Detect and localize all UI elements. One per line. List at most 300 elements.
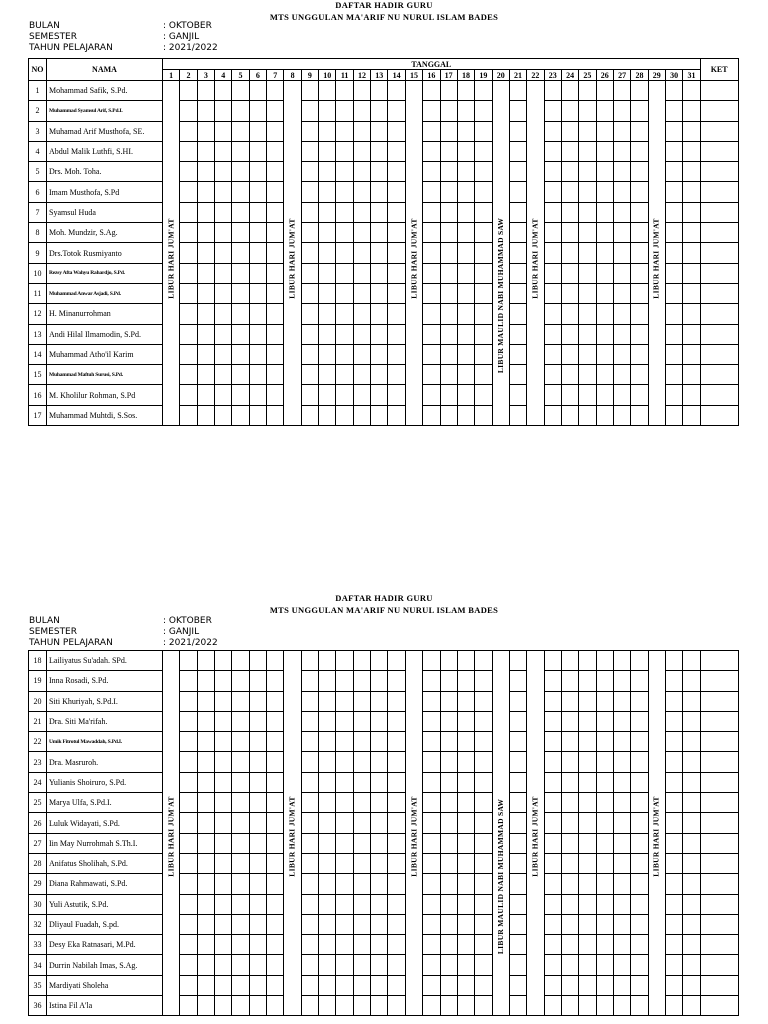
attendance-cell[interactable] (301, 975, 318, 995)
attendance-cell[interactable] (353, 772, 370, 792)
attendance-cell[interactable] (215, 975, 232, 995)
attendance-cell[interactable] (388, 772, 405, 792)
attendance-cell[interactable] (301, 996, 318, 1016)
attendance-cell[interactable] (440, 324, 457, 344)
attendance-cell[interactable] (509, 691, 526, 711)
attendance-cell[interactable] (423, 223, 440, 243)
attendance-cell[interactable] (475, 405, 492, 425)
ket-cell[interactable] (700, 344, 738, 364)
attendance-cell[interactable] (215, 894, 232, 914)
attendance-cell[interactable] (353, 651, 370, 671)
attendance-cell[interactable] (267, 772, 284, 792)
attendance-cell[interactable] (353, 141, 370, 161)
attendance-cell[interactable] (319, 182, 336, 202)
attendance-cell[interactable] (509, 772, 526, 792)
attendance-cell[interactable] (267, 711, 284, 731)
attendance-cell[interactable] (631, 182, 648, 202)
attendance-cell[interactable] (249, 975, 266, 995)
attendance-cell[interactable] (336, 304, 353, 324)
attendance-cell[interactable] (353, 101, 370, 121)
attendance-cell[interactable] (197, 691, 214, 711)
attendance-cell[interactable] (613, 263, 630, 283)
attendance-cell[interactable] (301, 365, 318, 385)
attendance-cell[interactable] (336, 223, 353, 243)
ket-cell[interactable] (700, 121, 738, 141)
attendance-cell[interactable] (336, 996, 353, 1016)
attendance-cell[interactable] (215, 691, 232, 711)
attendance-cell[interactable] (180, 813, 197, 833)
attendance-cell[interactable] (180, 752, 197, 772)
attendance-cell[interactable] (665, 874, 682, 894)
attendance-cell[interactable] (579, 732, 596, 752)
attendance-cell[interactable] (544, 283, 561, 303)
attendance-cell[interactable] (180, 772, 197, 792)
attendance-cell[interactable] (319, 121, 336, 141)
attendance-cell[interactable] (249, 732, 266, 752)
attendance-cell[interactable] (301, 344, 318, 364)
attendance-cell[interactable] (475, 365, 492, 385)
attendance-cell[interactable] (596, 202, 613, 222)
attendance-cell[interactable] (596, 182, 613, 202)
attendance-cell[interactable] (232, 243, 249, 263)
attendance-cell[interactable] (388, 223, 405, 243)
attendance-cell[interactable] (388, 833, 405, 853)
attendance-cell[interactable] (267, 691, 284, 711)
attendance-cell[interactable] (475, 772, 492, 792)
attendance-cell[interactable] (440, 975, 457, 995)
attendance-cell[interactable] (301, 671, 318, 691)
attendance-cell[interactable] (371, 914, 388, 934)
attendance-cell[interactable] (371, 711, 388, 731)
attendance-cell[interactable] (371, 935, 388, 955)
attendance-cell[interactable] (631, 711, 648, 731)
attendance-cell[interactable] (197, 365, 214, 385)
ket-cell[interactable] (700, 405, 738, 425)
attendance-cell[interactable] (371, 202, 388, 222)
attendance-cell[interactable] (544, 263, 561, 283)
attendance-cell[interactable] (457, 283, 474, 303)
attendance-cell[interactable] (371, 243, 388, 263)
attendance-cell[interactable] (319, 202, 336, 222)
attendance-cell[interactable] (544, 121, 561, 141)
attendance-cell[interactable] (613, 833, 630, 853)
attendance-cell[interactable] (215, 81, 232, 101)
attendance-cell[interactable] (613, 935, 630, 955)
attendance-cell[interactable] (561, 975, 578, 995)
ket-cell[interactable] (700, 223, 738, 243)
attendance-cell[interactable] (631, 732, 648, 752)
attendance-cell[interactable] (249, 772, 266, 792)
attendance-cell[interactable] (613, 81, 630, 101)
attendance-cell[interactable] (319, 691, 336, 711)
attendance-cell[interactable] (197, 853, 214, 873)
attendance-cell[interactable] (388, 101, 405, 121)
attendance-cell[interactable] (267, 405, 284, 425)
attendance-cell[interactable] (665, 813, 682, 833)
attendance-cell[interactable] (319, 874, 336, 894)
attendance-cell[interactable] (215, 711, 232, 731)
attendance-cell[interactable] (197, 711, 214, 731)
attendance-cell[interactable] (232, 793, 249, 813)
attendance-cell[interactable] (197, 81, 214, 101)
attendance-cell[interactable] (301, 202, 318, 222)
attendance-cell[interactable] (301, 935, 318, 955)
attendance-cell[interactable] (613, 874, 630, 894)
attendance-cell[interactable] (665, 935, 682, 955)
attendance-cell[interactable] (509, 833, 526, 853)
attendance-cell[interactable] (457, 81, 474, 101)
attendance-cell[interactable] (631, 101, 648, 121)
attendance-cell[interactable] (353, 283, 370, 303)
attendance-cell[interactable] (388, 752, 405, 772)
attendance-cell[interactable] (596, 955, 613, 975)
attendance-cell[interactable] (319, 141, 336, 161)
attendance-cell[interactable] (215, 101, 232, 121)
attendance-cell[interactable] (665, 894, 682, 914)
attendance-cell[interactable] (232, 101, 249, 121)
attendance-cell[interactable] (596, 365, 613, 385)
attendance-cell[interactable] (388, 243, 405, 263)
attendance-cell[interactable] (544, 955, 561, 975)
attendance-cell[interactable] (336, 833, 353, 853)
attendance-cell[interactable] (613, 324, 630, 344)
attendance-cell[interactable] (613, 121, 630, 141)
attendance-cell[interactable] (249, 365, 266, 385)
attendance-cell[interactable] (579, 243, 596, 263)
attendance-cell[interactable] (353, 752, 370, 772)
attendance-cell[interactable] (388, 365, 405, 385)
attendance-cell[interactable] (665, 263, 682, 283)
attendance-cell[interactable] (180, 691, 197, 711)
attendance-cell[interactable] (631, 671, 648, 691)
attendance-cell[interactable] (371, 121, 388, 141)
attendance-cell[interactable] (683, 263, 700, 283)
attendance-cell[interactable] (215, 243, 232, 263)
attendance-cell[interactable] (301, 304, 318, 324)
attendance-cell[interactable] (353, 874, 370, 894)
ket-cell[interactable] (700, 162, 738, 182)
attendance-cell[interactable] (423, 975, 440, 995)
attendance-cell[interactable] (232, 182, 249, 202)
attendance-cell[interactable] (579, 935, 596, 955)
attendance-cell[interactable] (440, 793, 457, 813)
attendance-cell[interactable] (631, 263, 648, 283)
attendance-cell[interactable] (301, 243, 318, 263)
attendance-cell[interactable] (180, 975, 197, 995)
attendance-cell[interactable] (596, 813, 613, 833)
attendance-cell[interactable] (215, 365, 232, 385)
attendance-cell[interactable] (336, 81, 353, 101)
attendance-cell[interactable] (440, 772, 457, 792)
attendance-cell[interactable] (267, 101, 284, 121)
attendance-cell[interactable] (665, 223, 682, 243)
attendance-cell[interactable] (475, 283, 492, 303)
attendance-cell[interactable] (336, 344, 353, 364)
attendance-cell[interactable] (544, 874, 561, 894)
attendance-cell[interactable] (301, 894, 318, 914)
attendance-cell[interactable] (423, 202, 440, 222)
attendance-cell[interactable] (596, 996, 613, 1016)
attendance-cell[interactable] (440, 671, 457, 691)
attendance-cell[interactable] (319, 304, 336, 324)
attendance-cell[interactable] (423, 833, 440, 853)
attendance-cell[interactable] (579, 182, 596, 202)
attendance-cell[interactable] (180, 651, 197, 671)
attendance-cell[interactable] (301, 853, 318, 873)
attendance-cell[interactable] (249, 121, 266, 141)
attendance-cell[interactable] (423, 405, 440, 425)
attendance-cell[interactable] (336, 752, 353, 772)
attendance-cell[interactable] (665, 304, 682, 324)
attendance-cell[interactable] (475, 935, 492, 955)
attendance-cell[interactable] (683, 671, 700, 691)
attendance-cell[interactable] (215, 304, 232, 324)
attendance-cell[interactable] (596, 263, 613, 283)
attendance-cell[interactable] (267, 243, 284, 263)
attendance-cell[interactable] (336, 141, 353, 161)
attendance-cell[interactable] (596, 162, 613, 182)
attendance-cell[interactable] (301, 81, 318, 101)
attendance-cell[interactable] (353, 793, 370, 813)
attendance-cell[interactable] (631, 651, 648, 671)
attendance-cell[interactable] (319, 81, 336, 101)
attendance-cell[interactable] (215, 671, 232, 691)
attendance-cell[interactable] (440, 894, 457, 914)
attendance-cell[interactable] (423, 101, 440, 121)
attendance-cell[interactable] (197, 405, 214, 425)
attendance-cell[interactable] (423, 853, 440, 873)
attendance-cell[interactable] (215, 324, 232, 344)
attendance-cell[interactable] (457, 833, 474, 853)
attendance-cell[interactable] (544, 935, 561, 955)
attendance-cell[interactable] (440, 405, 457, 425)
attendance-cell[interactable] (457, 101, 474, 121)
attendance-cell[interactable] (267, 894, 284, 914)
attendance-cell[interactable] (544, 691, 561, 711)
attendance-cell[interactable] (215, 405, 232, 425)
attendance-cell[interactable] (371, 955, 388, 975)
attendance-cell[interactable] (267, 671, 284, 691)
attendance-cell[interactable] (509, 853, 526, 873)
attendance-cell[interactable] (423, 691, 440, 711)
ket-cell[interactable] (700, 894, 738, 914)
attendance-cell[interactable] (267, 162, 284, 182)
attendance-cell[interactable] (232, 365, 249, 385)
attendance-cell[interactable] (215, 182, 232, 202)
attendance-cell[interactable] (232, 813, 249, 833)
attendance-cell[interactable] (475, 711, 492, 731)
attendance-cell[interactable] (197, 732, 214, 752)
attendance-cell[interactable] (544, 101, 561, 121)
attendance-cell[interactable] (579, 853, 596, 873)
attendance-cell[interactable] (180, 243, 197, 263)
attendance-cell[interactable] (544, 81, 561, 101)
attendance-cell[interactable] (232, 975, 249, 995)
attendance-cell[interactable] (631, 691, 648, 711)
attendance-cell[interactable] (683, 344, 700, 364)
attendance-cell[interactable] (440, 914, 457, 934)
attendance-cell[interactable] (596, 732, 613, 752)
attendance-cell[interactable] (475, 752, 492, 772)
attendance-cell[interactable] (267, 975, 284, 995)
attendance-cell[interactable] (475, 121, 492, 141)
attendance-cell[interactable] (509, 671, 526, 691)
attendance-cell[interactable] (301, 813, 318, 833)
attendance-cell[interactable] (544, 223, 561, 243)
attendance-cell[interactable] (336, 894, 353, 914)
attendance-cell[interactable] (561, 223, 578, 243)
attendance-cell[interactable] (249, 243, 266, 263)
attendance-cell[interactable] (301, 793, 318, 813)
attendance-cell[interactable] (665, 202, 682, 222)
attendance-cell[interactable] (319, 853, 336, 873)
attendance-cell[interactable] (561, 283, 578, 303)
attendance-cell[interactable] (440, 365, 457, 385)
attendance-cell[interactable] (613, 711, 630, 731)
attendance-cell[interactable] (371, 975, 388, 995)
attendance-cell[interactable] (544, 813, 561, 833)
attendance-cell[interactable] (596, 671, 613, 691)
attendance-cell[interactable] (457, 304, 474, 324)
attendance-cell[interactable] (267, 996, 284, 1016)
attendance-cell[interactable] (371, 162, 388, 182)
attendance-cell[interactable] (683, 324, 700, 344)
attendance-cell[interactable] (215, 874, 232, 894)
attendance-cell[interactable] (301, 772, 318, 792)
ket-cell[interactable] (700, 955, 738, 975)
attendance-cell[interactable] (544, 793, 561, 813)
attendance-cell[interactable] (232, 671, 249, 691)
attendance-cell[interactable] (561, 813, 578, 833)
attendance-cell[interactable] (301, 955, 318, 975)
attendance-cell[interactable] (215, 732, 232, 752)
attendance-cell[interactable] (475, 833, 492, 853)
attendance-cell[interactable] (197, 344, 214, 364)
attendance-cell[interactable] (353, 344, 370, 364)
attendance-cell[interactable] (336, 162, 353, 182)
attendance-cell[interactable] (683, 711, 700, 731)
attendance-cell[interactable] (457, 914, 474, 934)
attendance-cell[interactable] (267, 833, 284, 853)
attendance-cell[interactable] (683, 752, 700, 772)
attendance-cell[interactable] (579, 324, 596, 344)
attendance-cell[interactable] (457, 223, 474, 243)
attendance-cell[interactable] (440, 996, 457, 1016)
attendance-cell[interactable] (440, 813, 457, 833)
ket-cell[interactable] (700, 813, 738, 833)
attendance-cell[interactable] (631, 793, 648, 813)
attendance-cell[interactable] (509, 813, 526, 833)
attendance-cell[interactable] (180, 365, 197, 385)
attendance-cell[interactable] (475, 813, 492, 833)
attendance-cell[interactable] (267, 874, 284, 894)
attendance-cell[interactable] (197, 833, 214, 853)
attendance-cell[interactable] (388, 162, 405, 182)
attendance-cell[interactable] (197, 671, 214, 691)
ket-cell[interactable] (700, 324, 738, 344)
attendance-cell[interactable] (232, 121, 249, 141)
attendance-cell[interactable] (509, 81, 526, 101)
attendance-cell[interactable] (596, 793, 613, 813)
attendance-cell[interactable] (319, 263, 336, 283)
attendance-cell[interactable] (665, 975, 682, 995)
attendance-cell[interactable] (509, 385, 526, 405)
attendance-cell[interactable] (267, 324, 284, 344)
attendance-cell[interactable] (683, 162, 700, 182)
attendance-cell[interactable] (180, 405, 197, 425)
attendance-cell[interactable] (457, 671, 474, 691)
attendance-cell[interactable] (544, 711, 561, 731)
attendance-cell[interactable] (423, 996, 440, 1016)
ket-cell[interactable] (700, 385, 738, 405)
attendance-cell[interactable] (509, 121, 526, 141)
attendance-cell[interactable] (475, 732, 492, 752)
attendance-cell[interactable] (197, 304, 214, 324)
attendance-cell[interactable] (301, 874, 318, 894)
attendance-cell[interactable] (631, 833, 648, 853)
attendance-cell[interactable] (440, 833, 457, 853)
attendance-cell[interactable] (197, 121, 214, 141)
attendance-cell[interactable] (180, 996, 197, 1016)
attendance-cell[interactable] (353, 405, 370, 425)
attendance-cell[interactable] (631, 975, 648, 995)
attendance-cell[interactable] (232, 202, 249, 222)
attendance-cell[interactable] (509, 365, 526, 385)
ket-cell[interactable] (700, 874, 738, 894)
attendance-cell[interactable] (440, 182, 457, 202)
attendance-cell[interactable] (232, 691, 249, 711)
attendance-cell[interactable] (197, 385, 214, 405)
attendance-cell[interactable] (267, 651, 284, 671)
attendance-cell[interactable] (249, 162, 266, 182)
attendance-cell[interactable] (249, 344, 266, 364)
attendance-cell[interactable] (423, 344, 440, 364)
attendance-cell[interactable] (561, 385, 578, 405)
attendance-cell[interactable] (423, 772, 440, 792)
attendance-cell[interactable] (180, 263, 197, 283)
attendance-cell[interactable] (561, 853, 578, 873)
attendance-cell[interactable] (301, 141, 318, 161)
attendance-cell[interactable] (423, 81, 440, 101)
attendance-cell[interactable] (613, 894, 630, 914)
attendance-cell[interactable] (631, 121, 648, 141)
attendance-cell[interactable] (197, 101, 214, 121)
attendance-cell[interactable] (613, 344, 630, 364)
attendance-cell[interactable] (561, 711, 578, 731)
attendance-cell[interactable] (180, 182, 197, 202)
ket-cell[interactable] (700, 671, 738, 691)
attendance-cell[interactable] (197, 914, 214, 934)
attendance-cell[interactable] (561, 955, 578, 975)
attendance-cell[interactable] (180, 671, 197, 691)
attendance-cell[interactable] (440, 141, 457, 161)
attendance-cell[interactable] (457, 894, 474, 914)
attendance-cell[interactable] (388, 324, 405, 344)
attendance-cell[interactable] (683, 81, 700, 101)
attendance-cell[interactable] (301, 732, 318, 752)
attendance-cell[interactable] (683, 202, 700, 222)
attendance-cell[interactable] (579, 344, 596, 364)
attendance-cell[interactable] (579, 813, 596, 833)
attendance-cell[interactable] (683, 853, 700, 873)
attendance-cell[interactable] (267, 752, 284, 772)
attendance-cell[interactable] (665, 671, 682, 691)
attendance-cell[interactable] (544, 671, 561, 691)
attendance-cell[interactable] (613, 813, 630, 833)
attendance-cell[interactable] (353, 894, 370, 914)
attendance-cell[interactable] (336, 813, 353, 833)
attendance-cell[interactable] (197, 283, 214, 303)
